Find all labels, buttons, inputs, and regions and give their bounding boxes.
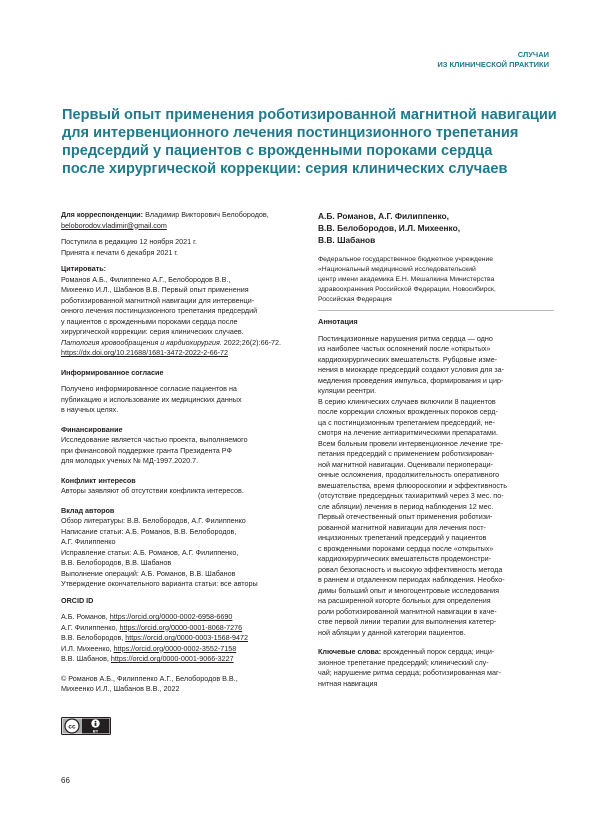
orcid-entry	[61, 654, 301, 665]
abstract-line: рованной магнитной навигации для лечения пост-	[318, 522, 486, 532]
orcid-heading: ORCID ID	[61, 595, 94, 605]
affiliation-line: Федеральное государственное бюджетное учреждение	[318, 256, 494, 263]
copyright-line: Михеенко И.Л., Шабанов В.В., 2022	[61, 684, 180, 693]
consent-line: публикацию и использование их медицинских данных	[61, 394, 242, 404]
abstract-line: в раннем и отдаленном периодах наблюдения. Необхо-	[318, 575, 505, 584]
accepted-date: Принята к печати 6 декабря 2021 г.	[61, 247, 179, 257]
cite-line: роботизированной магнитной навигации для интервенци-	[61, 295, 255, 305]
contribution-heading: Вклад авторов	[61, 505, 115, 515]
abstract-line: онные осложнения, продолжительность оперативного	[318, 470, 500, 479]
abstract-line: Первый отечественный опыт применения роботизи-	[318, 512, 493, 521]
orcid-link[interactable]: https://orcid.org/0000-0001-9066-3227	[110, 654, 234, 663]
cite-line: хирургической коррекции: серия клинических случаев.	[61, 327, 244, 336]
cite-line: Романов А.Б., Филиппенко А.Г., Белобородов В.В.,	[61, 274, 231, 284]
orcid-entry	[61, 633, 301, 644]
title-line: Первый опыт применения роботизированной магнитной навигации	[62, 107, 557, 123]
correspondence-name: Владимир Викторович Белобородов,	[143, 210, 269, 219]
abstract-line: смотря на лечение антиаритмическими препаратами.	[318, 428, 498, 437]
left-column	[61, 210, 301, 695]
abstract-line: ца с постинцизионным трепетанием предсердий, не-	[318, 417, 495, 427]
affiliation-line: центр имени академика Е.Н. Мешалкина Министерства	[318, 276, 495, 283]
by-text: BY	[92, 728, 99, 734]
orcid-entry	[61, 623, 301, 634]
orcid-entry	[61, 612, 301, 623]
authors	[318, 210, 554, 246]
abstract-line: нения в миокарде предсердий создают условия для за-	[318, 365, 504, 374]
orcid-link[interactable]: https://orcid.org/0000-0001-8068-7276	[119, 622, 243, 632]
keywords-text: врожденный порок сердца; инци-	[381, 647, 495, 656]
abstract-line: Всем больным провели интервенционное лечение тре-	[318, 438, 504, 448]
contribution-line: Написание статьи: А.Б. Романов, В.В. Белобородов,	[61, 526, 237, 536]
conflict-heading: Конфликт интересов	[61, 475, 136, 485]
orcid-link[interactable]: https://orcid.org/0000-0003-1568-9472	[125, 633, 248, 642]
abstract-paragraph	[318, 334, 554, 397]
contribution-line: А.Г. Филиппенко	[61, 537, 116, 546]
title-line: для интервенционного лечения постинцизионного трепетания	[62, 125, 519, 141]
correspondence-label: Для корреспонденции:	[61, 210, 144, 219]
orcid-author: В.В. Шабанов,	[61, 654, 111, 663]
abstract-line: инцизионных трепетаний предсердий у пациентов	[318, 533, 487, 542]
abstract-line: кардиохирургических вмешательств. Рубцовые изме-	[318, 354, 498, 364]
orcid-entry	[61, 644, 301, 655]
abstract-line: димы больший опыт и многоцентровые исследования	[318, 585, 500, 595]
keywords-line: зионное трепетание предсердий; клинический слу-	[318, 657, 489, 667]
cc-text: cc	[68, 723, 76, 731]
abstract-line: кардиохирургических вмешательств продемонстри-	[318, 554, 492, 563]
section-label	[437, 50, 549, 70]
page-number: 66	[61, 776, 70, 785]
cite-line: у пациентов с врожденными пороками сердца после	[61, 316, 238, 326]
orcid-link[interactable]: https://orcid.org/0000-0002-3552-7158	[113, 643, 237, 653]
abstract-line: после коррекции сложных врожденных пороков серд-	[318, 407, 498, 416]
right-column	[318, 210, 554, 689]
abstract-line: ной магнитной навигации. Оценивали периопераци-	[318, 459, 494, 469]
cite-heading: Цитировать:	[61, 264, 107, 273]
abstract-line: (отсутствие предсердных тахиаритмий через 3 мес. по-	[318, 491, 504, 500]
abstract-line: стве первой линии терапии для выполнения катетер-	[318, 617, 497, 626]
abstract-paragraph	[318, 397, 554, 639]
title-line: предсердий у пациентов с врожденными пороками сердца	[62, 143, 493, 159]
cite-doi-link[interactable]: https://dx.doi.org/10.21688/1681-3472-2022-2-66-72	[61, 348, 229, 357]
authors-line: А.Б. Романов, А.Г. Филиппенко,	[318, 211, 449, 221]
contribution-line: Исправление статьи: А.Б. Романов, А.Г. Филиппенко,	[61, 547, 239, 557]
funding-line: для молодых ученых № МД-1997.2020.7.	[61, 456, 199, 465]
consent-heading: Информированное согласие	[61, 367, 164, 377]
consent-line: Получено информированное согласие пациентов на	[61, 384, 237, 393]
divider	[318, 310, 554, 311]
keywords	[318, 647, 554, 689]
cite-journal: Патология кровообращения и кардиохирургия.	[61, 337, 222, 347]
orcid-author: А.Г. Филиппенко,	[61, 622, 120, 632]
abstract-line: ровал безопасность и высокую эффективность метода	[318, 564, 503, 574]
abstract-line: В серию клинических случаев включили 8 пациентов	[318, 396, 496, 406]
authors-line: В.В. Белобородов, И.Л. Михеенко,	[318, 223, 461, 233]
contribution-line: Выполнение операций: А.Б. Романов, В.В. Шабанов	[61, 568, 236, 578]
affiliation-line: здравоохранения Российской Федерации, Новосибирск,	[318, 286, 496, 293]
abstract-line: петания предсердий с применением роботизирован-	[318, 449, 495, 458]
conflict-line: Авторы заявляют об отсутствии конфликта интересов.	[61, 486, 244, 495]
abstract-line: ной абляции у данной категории пациентов.	[318, 627, 466, 637]
funding-heading: Финансирование	[61, 424, 123, 434]
abstract-line: медления проведения импульса, формирования и цир-	[318, 375, 504, 385]
keywords-label: Ключевые слова:	[318, 647, 382, 656]
received-date: Поступила в редакцию 12 ноября 2021 г.	[61, 237, 197, 246]
correspondence	[61, 210, 301, 221]
orcid-author: И.Л. Михеенко,	[61, 643, 114, 653]
contribution-line: Обзор литературы: В.В. Белобородов, А.Г. Филиппенко	[61, 516, 246, 525]
abstract-line: сле абляции) лечения в период наблюдения 12 мес.	[318, 501, 494, 511]
cite-journal-ref: 2022;26(2):66-72.	[221, 337, 281, 347]
abstract-line: роли роботизированной магнитной навигации в каче-	[318, 606, 497, 616]
correspondence-email-link[interactable]: beloborodov.vladimir@gmail.com	[61, 220, 167, 230]
funding-line: Исследование является частью проекта, выполняемого	[61, 435, 248, 444]
abstract-line: из наиболее частых осложнений после «открытых»	[318, 344, 491, 353]
abstract-line: вмешательства, время флюороскопии и эффективность	[318, 480, 507, 490]
section-label-line: ИЗ КЛИНИЧЕСКОЙ ПРАКТИКИ	[437, 60, 549, 69]
orcid-author: В.В. Белобородов,	[61, 633, 126, 642]
abstract-line: на расширенной когорте больных для определения	[318, 596, 491, 605]
keywords-line: чай; нарушение ритма сердца; роботизированная маг-	[318, 668, 502, 677]
abstract-line: с врожденными пороками сердца после «открытых»	[318, 543, 494, 553]
funding-line: при финансовой поддержке гранта Президента РФ	[61, 445, 232, 455]
title-line: после хирургической коррекции: серия клинических случаев	[62, 161, 508, 177]
cite-line: Михеенко И.Л., Шабанов В.В. Первый опыт применения	[61, 285, 249, 294]
abstract-line: Постинцизионные нарушения ритма сердца — одно	[318, 333, 493, 343]
affiliation-line: Российская Федерация	[318, 296, 392, 303]
keywords-line: нитная навигация	[318, 678, 378, 688]
cc-by-license-icon[interactable]	[61, 717, 111, 735]
orcid-author: А.Б. Романов,	[61, 612, 110, 621]
cite-line: онного лечения постинцизионного трепетания предсердий	[61, 306, 258, 315]
abstract-line: куляции реентри.	[318, 386, 377, 395]
abstract-heading: Аннотация	[318, 317, 358, 326]
contribution-line: Утверждение окончательного варианта статьи: все авторы	[61, 579, 258, 588]
copyright-line: © Романов А.Б., Филиппенко А.Г., Белобородов В.В.,	[61, 673, 238, 683]
affiliation	[318, 255, 554, 305]
orcid-link[interactable]: https://orcid.org/0000-0002-6958-6690	[109, 612, 233, 621]
affiliation-line: «Национальный медицинский исследовательский	[318, 266, 476, 273]
contribution-line: В.В. Белобородов, В.В. Шабанов	[61, 558, 172, 567]
article-title	[62, 106, 562, 178]
consent-line: в научных целях.	[61, 405, 119, 414]
section-label-line: СЛУЧАИ	[517, 50, 549, 59]
authors-line: В.В. Шабанов	[318, 235, 376, 245]
